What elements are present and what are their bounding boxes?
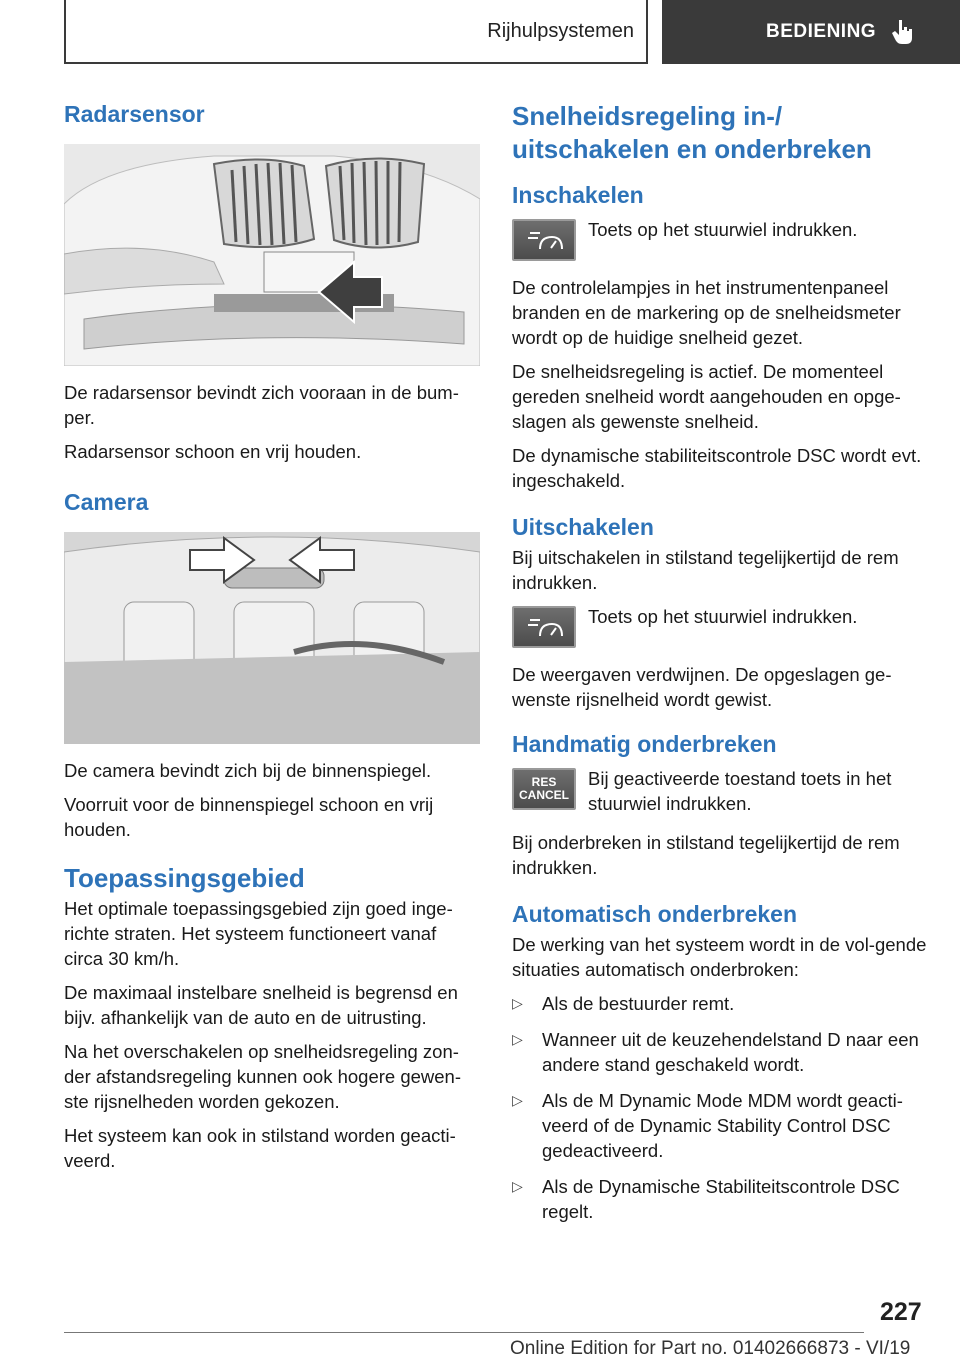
list-item: ▷ Als de Dynamische Stabiliteitscontrole DSC regelt.	[512, 1175, 900, 1222]
uitschakelen-text-2: De weergaven verdwijnen. De opgeslagen ge-wenste rijsnelheid wordt gewist.	[512, 663, 892, 710]
inschakelen-text-1: De controlelampjes in het instrumentenpaneel branden en de markering op de snelheidsmeter wordt op de huidige snelheid gezet.	[512, 276, 901, 348]
triangle-bullet-icon: ▷	[512, 1091, 523, 1108]
cruise-control-button-icon	[512, 606, 576, 648]
inschakelen-text-2: De snelheidsregeling is actief. De momenteel gereden snelheid wordt aangehouden en opge-slagen als gewenste snelheid.	[512, 360, 901, 432]
handmatig-heading: Handmatig onderbreken	[512, 730, 777, 757]
automatisch-heading: Automatisch onderbreken	[512, 900, 797, 927]
list-item: ▷ Als de M Dynamic Mode MDM wordt geacti-veerd of de Dynamic Stability Control DSC gedeactiveerd.	[512, 1089, 903, 1161]
camera-text-1: De camera bevindt zich bij de binnenspiegel.	[64, 759, 432, 781]
footer-divider	[64, 1332, 864, 1333]
main-heading: Snelheidsregeling in-/ uitschakelen en onderbreken	[512, 101, 872, 164]
triangle-bullet-icon: ▷	[512, 1177, 523, 1194]
left-column	[64, 100, 480, 1182]
radar-text-1: De radarsensor bevindt zich vooraan in de bum-per.	[64, 381, 459, 428]
inschakelen-button-text: Toets op het stuurwiel indrukken.	[588, 218, 858, 240]
toepassing-text-2: De maximaal instelbare snelheid is begrensd en bijv. afhankelijk van de auto en de uitrusting.	[64, 982, 458, 1029]
footer-edition: Online Edition for Part no. 01402666873 - VI/19	[510, 1338, 911, 1359]
inschakelen-text-3: De dynamische stabiliteitscontrole DSC wordt evt. ingeschakeld.	[512, 444, 922, 491]
triangle-bullet-icon: ▷	[512, 1030, 523, 1047]
toepassing-text-4: Het systeem kan ook in stilstand worden geacti-veerd.	[64, 1125, 456, 1172]
uitschakelen-text-1: Bij uitschakelen in stilstand tegelijkertijd de rem indrukken.	[512, 546, 899, 593]
page-number: 227	[880, 1298, 922, 1326]
radar-sensor-image	[64, 144, 480, 366]
camera-heading: Camera	[64, 488, 149, 515]
radar-text-2: Radarsensor schoon en vrij houden.	[64, 440, 362, 462]
list-item: ▷ Wanneer uit de keuzehendelstand D naar een andere stand geschakeld wordt.	[512, 1028, 919, 1075]
car-front-illustration	[64, 144, 480, 366]
automatisch-list	[512, 991, 932, 1224]
toepassing-heading: Toepassingsgebied	[64, 862, 305, 893]
uitschakelen-heading: Uitschakelen	[512, 513, 654, 540]
handmatig-button-row	[512, 766, 932, 816]
page-header	[64, 0, 960, 64]
uitschakelen-button-row	[512, 604, 932, 648]
handmatig-text-1: Bij onderbreken in stilstand tegelijkertijd de rem indrukken.	[512, 831, 900, 878]
right-column	[512, 100, 932, 1235]
car-interior-illustration	[64, 532, 480, 744]
cancel-label: CANCEL	[519, 787, 569, 802]
chapter-title: BEDIENING	[766, 21, 877, 42]
camera-image	[64, 532, 480, 744]
res-label: RES	[531, 774, 557, 789]
hand-pointer-icon	[890, 18, 916, 46]
speedometer-icon	[524, 614, 564, 640]
inschakelen-heading: Inschakelen	[512, 182, 644, 208]
camera-text-2: Voorruit voor de binnenspiegel schoon en vrij houden.	[64, 793, 434, 840]
cruise-control-button-icon	[512, 219, 576, 261]
radar-heading: Radarsensor	[64, 101, 205, 127]
handmatig-button-text: Bij geactiveerde toestand toets in het stuurwiel indrukken.	[588, 767, 892, 814]
section-title: Rijhulpsystemen	[64, 0, 648, 64]
list-item: ▷ Als de bestuurder remt.	[512, 992, 735, 1014]
automatisch-text-1: De werking van het systeem wordt in de vol-gende situaties automatisch onderbroken:	[512, 933, 927, 980]
triangle-bullet-icon: ▷	[512, 994, 523, 1011]
toepassing-text-3: Na het overschakelen op snelheidsregeling zon-der afstandsregeling kunnen ook hogere gewen-ste rijsnelheden worden gekozen.	[64, 1041, 462, 1113]
speedometer-icon	[524, 227, 564, 253]
uitschakelen-button-text: Toets op het stuurwiel indrukken.	[588, 605, 858, 627]
res-cancel-button-icon	[512, 768, 576, 810]
chapter-tab	[662, 0, 960, 64]
inschakelen-button-row	[512, 217, 932, 261]
toepassing-text-1: Het optimale toepassingsgebied zijn goed inge-richte straten. Het systeem functioneert vanaf circa 30 km/h.	[64, 898, 453, 970]
